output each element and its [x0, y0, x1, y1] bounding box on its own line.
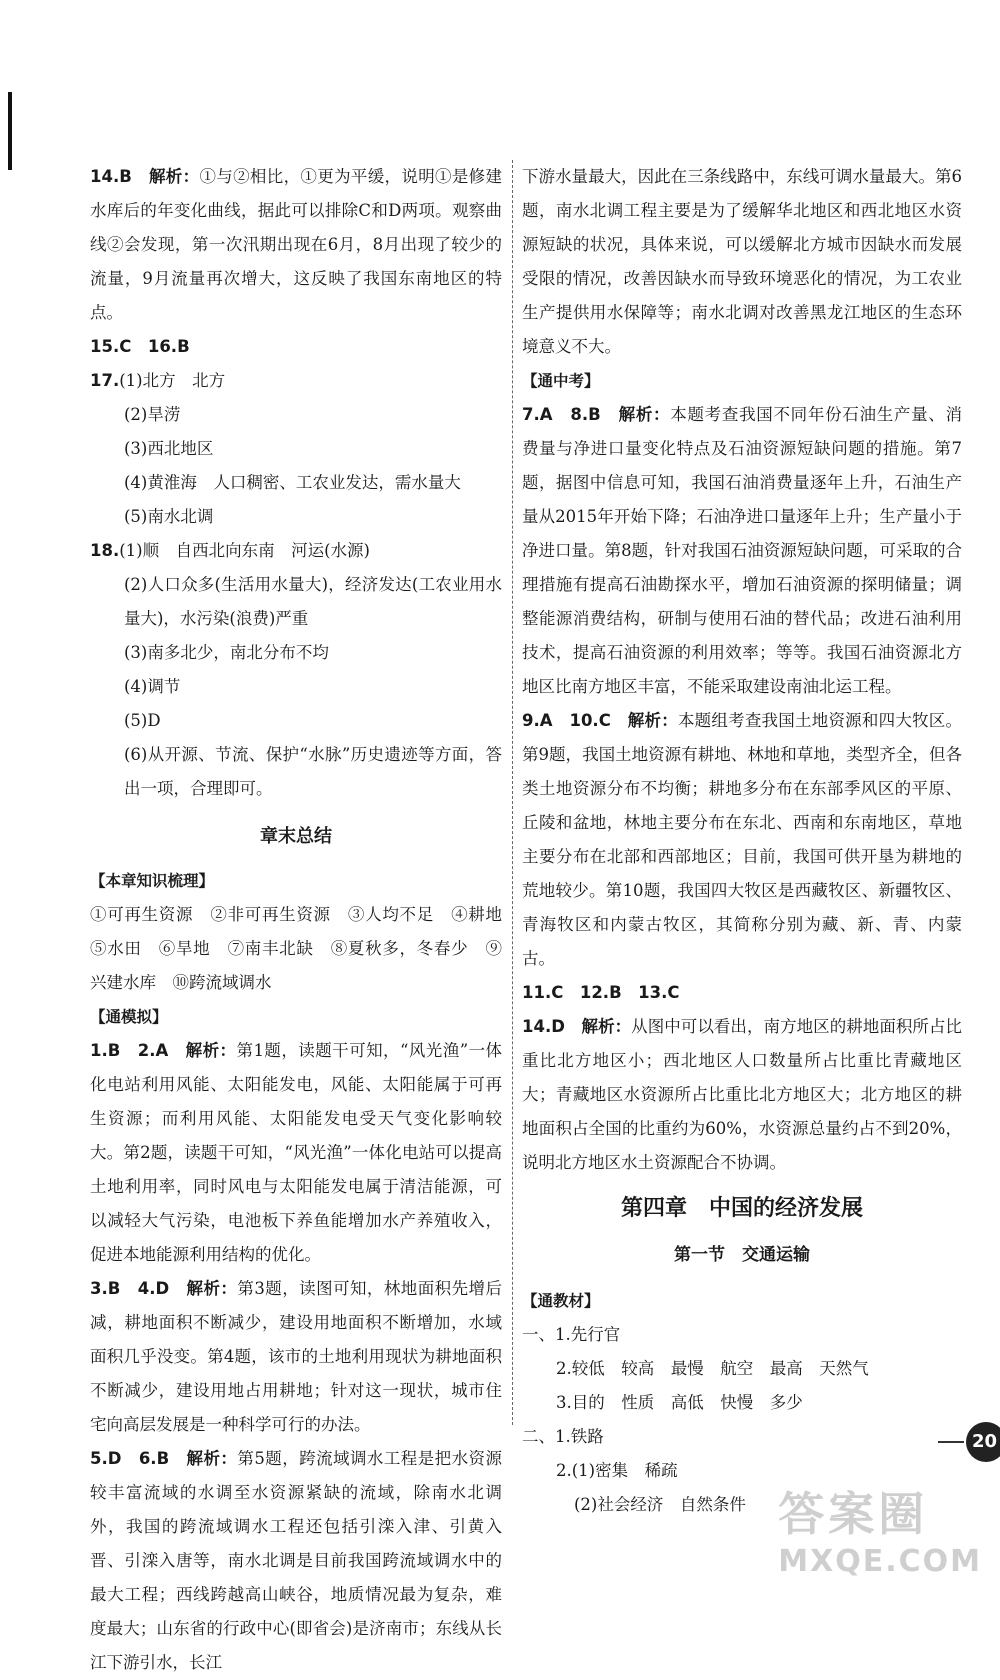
- answer-head: 3.B 4.D: [90, 1279, 170, 1298]
- q14: [90, 160, 502, 330]
- analysis-label: 解析：: [186, 1279, 238, 1298]
- continued-analysis: 下游水量最大，因此在三条线路中，东线可调水量最大。第6题，南水北调工程主要是为了缓解华北地区和西北地区水资源短缺的状况，具体来说，可以缓解北方城市因缺水而发展受限的情况，改善因缺水而导致环境恶化的情况，为工农业生产提供用水保障等；南水北调对改善黑龙江地区的生态环境意义不大。: [522, 167, 962, 356]
- q14-analysis-label: 解析：: [148, 167, 200, 186]
- q17-item: (2)旱涝: [124, 405, 181, 424]
- analysis-text: 本题组考查我国土地资源和四大牧区。第9题，我国土地资源有耕地、林地和草地，类型齐全，但各类土地资源分布不均衡；耕地多分布在东部季风区的平原、丘陵和盆地，林地主要分布在东北、西南和东南地区，草地主要分布在北部和西部地区；目前，我国可供开垦为耕地的荒地较少。第10题，我国四大牧区是西藏牧区、新疆牧区、青海牧区和内蒙古牧区，其简称分别为藏、新、青、内蒙古。: [522, 711, 963, 968]
- exam-11-13: 11.C 12.B 13.C: [522, 983, 680, 1002]
- page-number: 20: [966, 1422, 1000, 1462]
- exam-label: 【通中考】: [522, 372, 600, 390]
- q14-analysis: ①与②相比，①更为平缓，说明①是修建水库后的年变化曲线，据此可以排除C和D两项。观察曲线②会发现，第一次汛期出现在6月，8月出现了较少的流量，9月流量再次增大，这反映了我国东南地区的特点。: [90, 167, 503, 322]
- section-title: 第一节 交通运输: [674, 1245, 810, 1265]
- q18-item: (1)顺 自西北向东南 河运(水源): [119, 541, 370, 560]
- q18-item: (2)人口众多(生活用水量大)，经济发达(工农业用水量大)，水污染(浪费)严重: [124, 575, 502, 628]
- exam-9-10: [522, 704, 962, 976]
- analysis-label: 解析：: [627, 711, 678, 730]
- answer-head: 1.B 2.A: [90, 1041, 169, 1060]
- exam-7-8: [522, 398, 962, 704]
- answer-head: 5.D 6.B: [90, 1449, 170, 1468]
- right-column: [522, 160, 962, 1522]
- analysis-text: 从图中可以看出，南方地区的耕地面积所占比重比北方地区小；西北地区人口数量所占比重比青藏地区大；青藏地区水资源所占比重比北方地区大；北方地区的耕地面积占全国的比重约为60%，水资源总量约占不到20%，说明北方地区水土资源配合不协调。: [522, 1017, 963, 1172]
- textbook-line: 一、1.先行官: [522, 1325, 621, 1344]
- q14-answer: 14.B: [90, 167, 132, 186]
- answer-head: 9.A 10.C: [522, 711, 611, 730]
- q18-item: (4)调节: [124, 677, 181, 696]
- watermark-top: 答案圈: [778, 1487, 929, 1541]
- textbook-line: 2.(1)密集 稀疏: [556, 1461, 678, 1480]
- mock-5-6: [90, 1442, 502, 1680]
- q18-head: [90, 534, 502, 568]
- knowledge-label: 【本章知识梳理】: [90, 872, 215, 890]
- q17-item: (5)南水北调: [124, 507, 214, 526]
- textbook-label: 【通教材】: [522, 1292, 600, 1310]
- knowledge-text: ①可再生资源 ②非可再生资源 ③人均不足 ④耕地 ⑤水田 ⑥旱地 ⑦南丰北缺 ⑧夏秋多，冬春少 ⑨兴建水库 ⑩跨流域调水: [90, 905, 519, 992]
- answer-head: 14.D: [522, 1017, 565, 1036]
- textbook-line: (2)社会经济 自然条件: [574, 1495, 746, 1514]
- exam-14: [522, 1010, 962, 1180]
- q17-item: (4)黄淮海 人口稠密、工农业发达，需水量大: [124, 473, 461, 492]
- watermark: [778, 1478, 982, 1579]
- q18-item: (6)从开源、节流、保护“水脉”历史遗迹等方面，答出一项，合理即可。: [124, 745, 502, 798]
- chapter-title: 第四章 中国的经济发展: [620, 1196, 863, 1221]
- watermark-bottom: MXQE.COM: [778, 1544, 982, 1579]
- q18-item: (5)D: [124, 711, 161, 730]
- column-divider: [512, 160, 513, 1425]
- page-number-rule: [938, 1441, 964, 1443]
- q17-head: [90, 364, 502, 398]
- analysis-label: 解析：: [581, 1017, 632, 1036]
- left-column: [90, 160, 519, 1680]
- q18-number: 18.: [90, 541, 120, 560]
- q17-number: 17.: [90, 371, 120, 390]
- mock-1-2: [90, 1034, 502, 1272]
- analysis-text: 第1题，读题干可知，“风光渔”一体化电站利用风能、太阳能发电，风能、太阳能属于可再生资源；而利用风能、太阳能发电受天气变化影响较大。第2题，读题干可知，“风光渔”一体化电站可以提高土地利用率，同时风电与太阳能发电属于清洁能源，可以减轻大气污染，电池板下养鱼能增加水产养殖收入，促进本地能源利用结构的优化。: [90, 1041, 503, 1264]
- mock-3-4: [90, 1272, 502, 1442]
- q18-item: (3)南多北少，南北分布不均: [124, 643, 329, 662]
- analysis-text: 第3题，读图可知，林地面积先增后减，耕地面积不断减少，建设用地面积不断增加，水域面积几乎没变。第4题，该市的土地利用现状为耕地面积不断减少，建设用地占用耕地；针对这一现状，城市住宅向高层发展是一种科学可行的办法。: [90, 1279, 502, 1434]
- analysis-label: 解析：: [185, 1041, 237, 1060]
- textbook-line: 3.目的 性质 高低 快慢 多少: [556, 1393, 803, 1412]
- analysis-text: 本题考查我国不同年份石油生产量、消费量与净进口量变化特点及石油资源短缺问题的措施。第7题，据图中信息可知，我国石油消费量逐年上升，石油生产量从2015年开始下降；石油净进口量逐年上升；生产量小于净进口量。第8题，针对我国石油资源短缺问题，可采取的合理措施有提高石油勘探水平，增加石油资源的探明储量；调整能源消费结构，研制与使用石油的替代品；改进石油利用技术，提高石油资源的利用效率；等等。我国石油资源北方地区比南方地区丰富，不能采取建设南油北运工程。: [522, 405, 963, 696]
- q17-item: (3)西北地区: [124, 439, 214, 458]
- textbook-line: 2.较低 较高 最慢 航空 最高 天然气: [556, 1359, 869, 1378]
- scan-edge-mark: [8, 92, 12, 170]
- q17-item: (1)北方 北方: [119, 371, 226, 390]
- mock-label: 【通模拟】: [90, 1008, 168, 1026]
- summary-title: 章末总结: [260, 826, 332, 847]
- analysis-text: 第5题，跨流域调水工程是把水资源较丰富流域的水调至水资源紧缺的流域，除南水北调外，我国的跨流域调水工程还包括引滦入津、引黄入晋、引滦入唐等，南水北调是目前我国跨流域调水中的最大工程；西线跨越高山峡谷，地质情况最为复杂，难度最大；山东省的行政中心(即省会)是济南市；东线从长江下游引水，长江: [90, 1449, 502, 1672]
- analysis-label: 解析：: [186, 1449, 238, 1468]
- answer-head: 7.A 8.B: [522, 405, 601, 424]
- analysis-label: 解析：: [618, 405, 671, 424]
- textbook-line: 二、1.铁路: [522, 1427, 604, 1446]
- q15-16: 15.C 16.B: [90, 337, 190, 356]
